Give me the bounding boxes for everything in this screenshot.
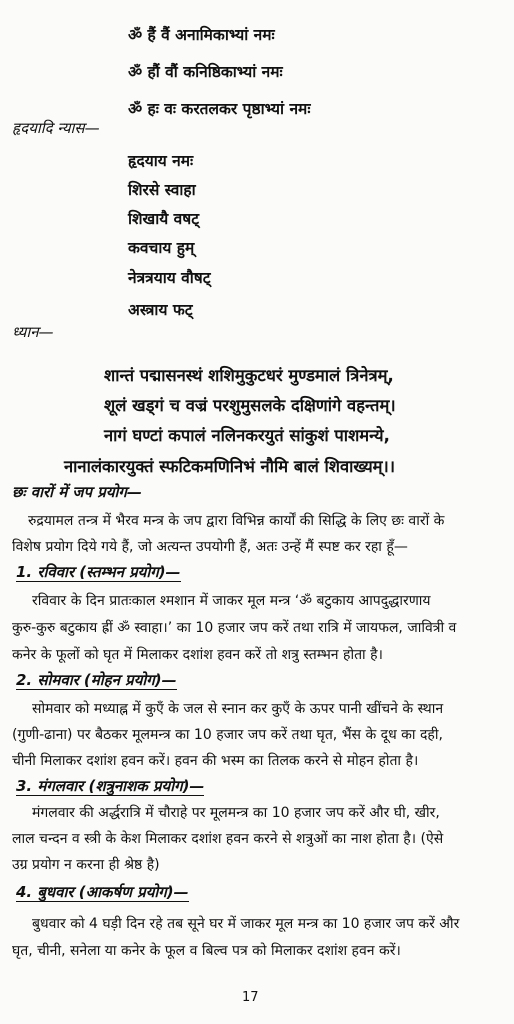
paragraph-line: मंगलवार की अर्द्धरात्रि में चौराहे पर मूलमन्त्र का 10 हजार जप करें और घी, खीर,: [32, 805, 440, 821]
paragraph-line: कुरु-कुरु बटुकाय ह्रीं ॐ स्वाहा।’ का 10 हजार जप करें तथा रात्रि में जायफल, जावित्री व: [12, 620, 457, 636]
paragraph-line: सोमवार को मध्याह्न में कुएँ के जल से स्नान कर कुएँ के ऊपर पानी खींचने के स्थान: [32, 701, 444, 717]
subsection-title-text: 2. सोमवार (मोहन प्रयोग)—: [16, 671, 177, 689]
nyasa-item: हृदयाय नमः: [128, 152, 194, 170]
verse-line: शूलं खड्गं च वज्रं परशुमुसलके दक्षिणांगे वहन्तम्।: [104, 396, 396, 415]
subsection-title-text: 4. बुधवार (आकर्षण प्रयोग)—: [16, 883, 189, 901]
nyasa-item: नेत्रत्रयाय वौषट्: [128, 269, 211, 287]
paragraph-line: चीनी मिलाकर दशांश हवन करें। हवन की भस्म का तिलक करने से मोहन होता है।: [12, 753, 419, 769]
paragraph-line: (गुणी-ढाना) पर बैठकर मूलमन्त्र का 10 हजार जप करें तथा घृत, भैंस के दूध का दही,: [12, 727, 443, 743]
section-heading: हृदयादि न्यास—: [12, 119, 100, 137]
subsection-title: [16, 882, 189, 902]
paragraph-line: विशेष प्रयोग दिये गये हैं, जो अत्यन्त उपयोगी हैं, अतः उन्हें मैं स्पष्ट कर रहा हूँ—: [12, 539, 408, 555]
mantra-line: ॐ हैं वैं अनामिकाभ्यां नमः: [128, 26, 275, 44]
verse-line: नानालंकारयुक्तं स्फटिकमणिनिभं नौमि बालं शिवाख्यम्।।: [64, 457, 396, 476]
mantra-line: ॐ हः वः करतलकर पृष्ठाभ्यां नमः: [128, 100, 311, 118]
paragraph-line: रविवार के दिन प्रातःकाल श्मशान में जाकर मूल मन्त्र ‘ॐ बटुकाय आपदुद्धारणाय: [32, 593, 431, 609]
subsection-title-text: 1. रविवार (स्तम्भन प्रयोग)—: [16, 563, 181, 581]
paragraph-line: उग्र प्रयोग न करना ही श्रेष्ठ है): [12, 857, 160, 873]
subsection-title: [16, 562, 181, 582]
section-heading: छः वारों में जप प्रयोग—: [12, 483, 142, 501]
page-number: 17: [242, 990, 259, 1005]
nyasa-item: शिखायै वषट्: [128, 210, 200, 228]
verse-line: नागं घण्टां कपालं नलिनकरयुतं सांकुशं पाशमन्ये,: [104, 426, 390, 445]
nyasa-item: कवचाय हुम्: [128, 239, 195, 257]
subsection-title-text: 3. मंगलवार (शत्रुनाशक प्रयोग)—: [16, 777, 205, 795]
subsection-title: [16, 776, 204, 796]
paragraph-line: घृत, चीनी, सनेला या कनेर के फूल व बिल्व पत्र को मिलाकर दशांश हवन करें।: [12, 943, 401, 959]
subsection-title: [16, 670, 177, 690]
paragraph-line: रुद्रयामल तन्त्र में भैरव मन्त्र के जप द्वारा विभिन्न कार्यों की सिद्धि के लिए छः वारों के: [28, 513, 445, 529]
section-heading: ध्यान—: [12, 323, 54, 341]
paragraph-line: बुधवार को 4 घड़ी दिन रहे तब सूने घर में जाकर मूल मन्त्र का 10 हजार जप करें और: [32, 916, 460, 932]
paragraph-line: लाल चन्दन व स्त्री के केश मिलाकर दशांश हवन करने से शत्रुओं का नाश होता है। (ऐसे: [12, 831, 444, 847]
mantra-line: ॐ हौं वौं कनिष्ठिकाभ्यां नमः: [128, 63, 283, 81]
paragraph-line: कनेर के फूलों को घृत में मिलाकर दशांश हवन करें तो शत्रु स्तम्भन होता है।: [12, 647, 383, 663]
verse-line: शान्तं पद्मासनस्थं शशिमुकुटधरं मुण्डमालं त्रिनेत्रम्,: [104, 366, 394, 385]
nyasa-item: शिरसे स्वाहा: [128, 181, 196, 199]
nyasa-item: अस्त्राय फट्: [128, 301, 193, 319]
